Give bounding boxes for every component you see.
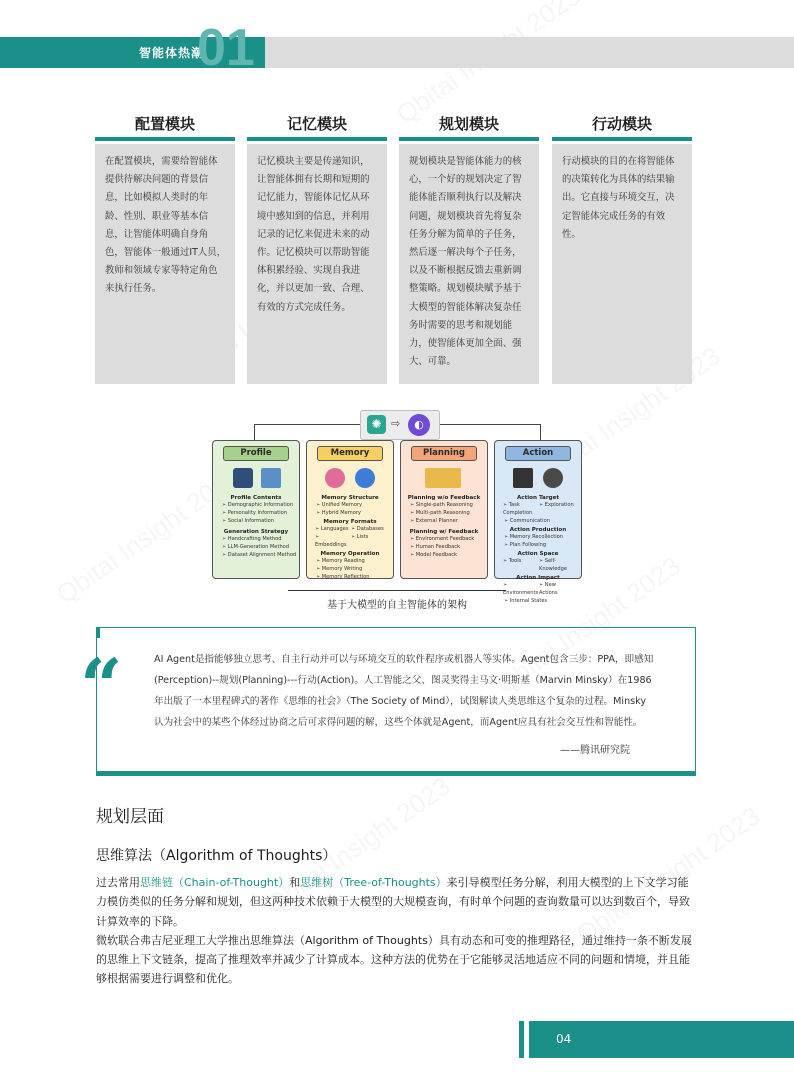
module-rule: [552, 137, 692, 141]
box-item: ➢ Internal States: [495, 597, 581, 605]
module-title: 记忆模块: [286, 115, 347, 133]
section-number: 01: [197, 22, 255, 68]
plan-icon: [425, 468, 461, 488]
brain-memory-icon: [325, 468, 345, 488]
cot-link[interactable]: 思维链（Chain-of-Thought）: [140, 876, 290, 889]
runner-icon: [543, 468, 563, 488]
box-item: ➢ Dataset Alignment Method: [213, 551, 299, 559]
box-title: Profile: [223, 446, 289, 461]
box-item: ➢ Plan Following: [495, 541, 581, 549]
box-section: Planning w/ Feedback: [409, 529, 479, 535]
box-item: ➢ Social Information: [213, 517, 299, 525]
box-item: ➢ Environment Feedback: [401, 535, 487, 543]
body-text: [96, 873, 694, 989]
quote-source: ——腾讯研究院: [560, 745, 630, 756]
quote-rule: [96, 771, 696, 776]
box-title: Planning: [411, 446, 477, 461]
section-title: 规划层面: [96, 807, 164, 827]
box-item: ➢ Demographic Information: [213, 501, 299, 509]
figure-connector: [438, 424, 541, 441]
action-film-icon: [513, 468, 533, 488]
paragraph: 过去常用思维链（Chain-of-Thought）和思维树（Tree-of-Thoughts）来引导模型任务分解，利用大模型的上下文学习能力模仿类似的任务分解和规划，但这两种技术依赖于大模型的大规模查询，有时单个问题的查询数量可以达到数百个，导致计算效率的下降。: [96, 876, 690, 928]
box-title: Memory: [317, 446, 383, 461]
network-icon: [355, 468, 375, 488]
action-box: [494, 440, 582, 604]
box-item: ➢ Memory Writing: [307, 565, 393, 573]
box-item: ➢ Model Feedback: [401, 551, 487, 559]
box-item: ➢ Hybrid Memory: [307, 509, 393, 517]
box-section: Memory Operation: [320, 551, 380, 557]
module-title: 配置模块: [134, 115, 195, 133]
box-section: Generation Strategy: [223, 529, 289, 535]
module-text: 在配置模块，需要给智能体提供待解决问题的背景信息，比如模拟人类时的年龄、性别、职业等基本信息，让智能体明确自身角色，智能体一般通过IT人员，教师和领域专家等特定角色来执行任务。: [95, 144, 235, 384]
module-rule: [247, 137, 387, 141]
page-number: 04: [556, 1032, 572, 1046]
box-section: Memory Formats: [323, 519, 377, 525]
box-item: ➢ Multi-path Reasoning: [401, 509, 487, 517]
module-planning: [399, 112, 539, 384]
box-item: ➢ Memory Reflection: [307, 573, 393, 581]
module-text: 记忆模块主要是传递知识，让智能体拥有长期和短期的记忆能力，智能体记忆从环境中感知到的信息，并利用记录的记忆来促进未来的动作。记忆模块可以帮助智能体积累经验、实现自我进化，并以更加一致、合理、有效的方式完成任务。: [247, 144, 387, 384]
module-text: 规划模块是智能体能力的核心，一个好的规划决定了智能体能否顺利执行以及解决问题，规划模块首先将复杂任务分解为简单的子任务，然后逐一解决每个子任务，以及不断根据反馈去重新调整策略。规划模块赋予基于大模型的智能体解决复杂任务时需要的思考和规划能力，使智能体更加全面、强大、可靠。: [399, 144, 539, 384]
box-item: ➢ Unified Memory: [307, 501, 393, 509]
tot-link[interactable]: 思维树（Tree-of-Thoughts）: [300, 876, 447, 889]
box-item-row: ➢ Tools ➢ Self-Knowledge: [495, 557, 581, 573]
memory-box: [306, 440, 394, 579]
box-item: ➢ Personality Information: [213, 509, 299, 517]
paragraph: 微软联合弗吉尼亚理工大学推出思维算法（Algorithm of Thoughts）具有动态和可变的推理路径，通过维持一条不断发展的思维上下文链条，提高了推理效率并减少了计算成本。这种方法的优势在于它能够灵活地适应不同的问题和情境，并且能够根据需要进行调整和优化。: [96, 933, 692, 986]
module-title: 行动模块: [591, 115, 652, 133]
section-subtitle: 思维算法（Algorithm of Thoughts）: [96, 848, 337, 864]
box-item: ➢ Communication: [495, 517, 581, 525]
architecture-figure: [210, 410, 584, 604]
module-rule: [399, 137, 539, 141]
box-item: ➢ External Planner: [401, 517, 487, 525]
box-section: Action Impact: [516, 575, 560, 581]
box-section: Planning w/o Feedback: [407, 495, 481, 501]
box-item: ➢ Memory Reading: [307, 557, 393, 565]
figure-caption: 基于大模型的自主智能体的架构: [288, 590, 506, 611]
module-title: 规划模块: [438, 115, 499, 133]
box-title: Action: [505, 446, 571, 461]
box-section: Action Space: [517, 551, 559, 557]
box-section: Action Production: [509, 527, 567, 533]
arrow-icon: ⇨: [391, 417, 401, 430]
module-action: [552, 112, 692, 384]
brain-icon: ◐: [408, 414, 430, 436]
box-item: ➢ LLM-Generation Method: [213, 543, 299, 551]
box-item-row: ➢ Environments ➢ New Actions: [495, 581, 581, 597]
box-item: ➢ Handcrafting Method: [213, 535, 299, 543]
laptop-icon: [261, 468, 281, 488]
box-item-row: ➢ Embeddings ➢ Lists: [307, 533, 393, 549]
llm-icons: [360, 410, 440, 440]
module-rule: [95, 137, 235, 141]
box-item-row: ➢ Task Completion ➢ Exploration: [495, 501, 581, 517]
module-text: 行动模块的目的在将智能体的决策转化为具体的结果输出。它直接与环境交互，决定智能体完成任务的有效性。: [552, 144, 692, 384]
figure-connector: [254, 424, 361, 441]
module-memory: [247, 112, 387, 384]
box-item: ➢ Single-path Reasoning: [401, 501, 487, 509]
section-label: 智能体热潮: [139, 46, 205, 60]
profile-box: [212, 440, 300, 579]
box-item: ➢ Human Feedback: [401, 543, 487, 551]
box-section: Memory Structure: [321, 495, 379, 501]
box-section: Profile Contents: [230, 495, 282, 501]
footer-accent: [519, 1021, 524, 1058]
quote-mark-icon: “: [80, 650, 123, 696]
module-profile: [95, 112, 235, 384]
box-item-row: ➢ Languages ➢ Databases: [307, 525, 393, 533]
chatgpt-icon: ✺: [367, 415, 386, 434]
box-section: Action Target: [516, 495, 560, 501]
planning-box: [400, 440, 488, 579]
quote-text: AI Agent是指能够独立思考、自主行动并可以与环境交互的软件程序或机器人等实体。Agent包含三步：PPA，即感知(Perception)--规划(Planning)---行动(Action)。人工智能之父、图灵奖得主马文·明斯基（Marvin Minsky）在1986年出版了一本里程碑式的著作《思维的社会》（The Society of Mind），试图解读人类思维这个复杂的过程。Minsky认为社会中的某些个体经过协商之后可求得问题的解，这些个体就是Agent，而Agent应具有社会交互性和智能性。: [154, 654, 654, 728]
box-item: ➢ Memory Recollection: [495, 533, 581, 541]
profile-card-icon: [233, 468, 253, 488]
